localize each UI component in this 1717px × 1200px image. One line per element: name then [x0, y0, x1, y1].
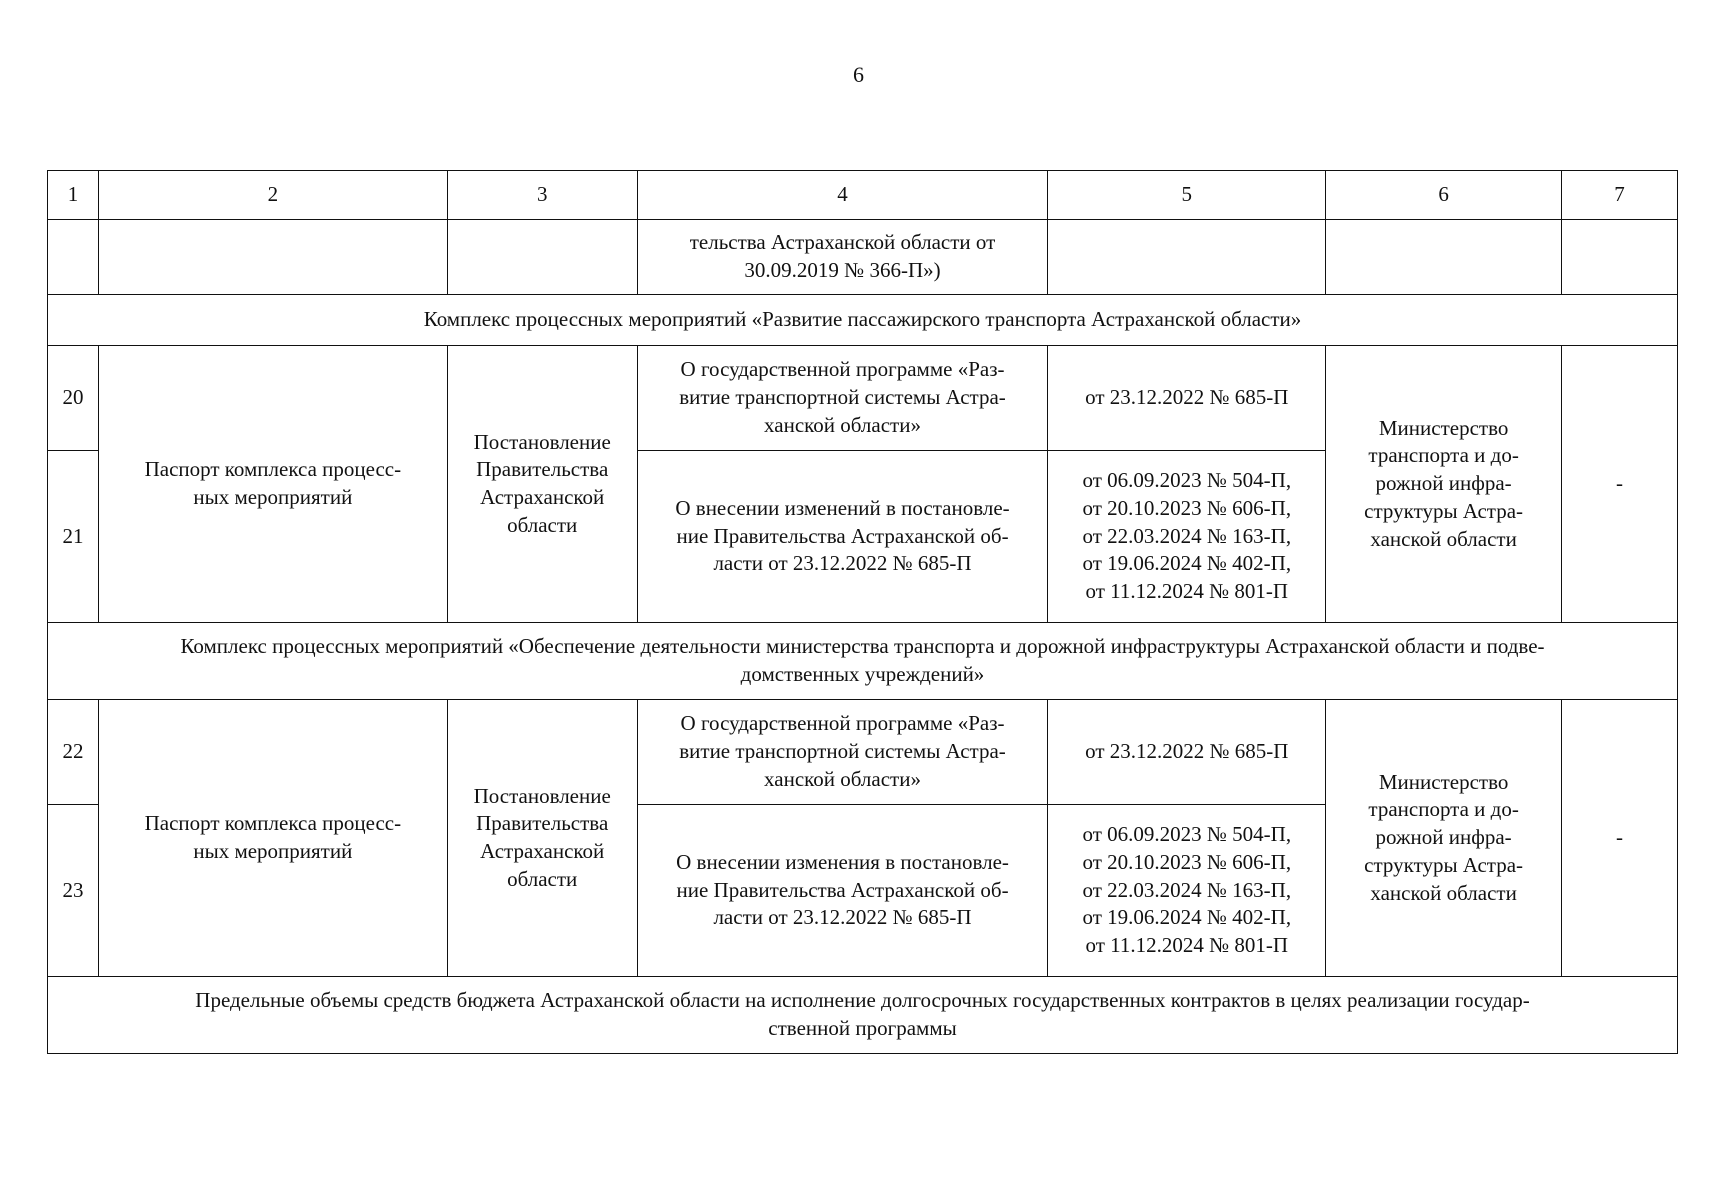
text-line: О внесении изменений в постановле-: [675, 495, 1010, 520]
text-line: О внесении изменения в постановле-: [676, 849, 1009, 874]
header-cell: 4: [637, 171, 1048, 220]
empty-cell: [1326, 220, 1562, 295]
text-line: от 22.03.2024 № 163-П,: [1082, 523, 1292, 548]
section-heading-row: [48, 623, 1678, 700]
note-cell: -: [1562, 346, 1678, 623]
text-line: 30.09.2019 № 366-П»): [744, 258, 941, 282]
text-line: от 22.03.2024 № 163-П,: [1082, 877, 1292, 902]
header-cell: 6: [1326, 171, 1562, 220]
text-line: от 20.10.2023 № 606-П,: [1082, 495, 1292, 520]
text-line: ханской области»: [764, 766, 921, 791]
text-line: транспорта и до-: [1368, 443, 1519, 468]
text-line: транспорта и до-: [1368, 797, 1519, 822]
text-line: рожной инфра-: [1375, 825, 1512, 850]
text-line: от 19.06.2024 № 402-П,: [1082, 905, 1292, 930]
text-line: Постановление: [473, 429, 611, 454]
act-name-cell: [637, 700, 1048, 805]
text-line: от 06.09.2023 № 504-П,: [1082, 822, 1292, 847]
table-row: [48, 346, 1678, 451]
text-line: ние Правительства Астраханской об-: [676, 523, 1009, 548]
empty-cell: [1562, 220, 1678, 295]
note-cell: -: [1562, 700, 1678, 977]
text-line: тельства Астраханской области от: [689, 230, 996, 255]
table-row: [48, 700, 1678, 805]
document-cell: [98, 346, 447, 623]
text-line: Постановление: [473, 783, 611, 808]
text-line: О государственной программе «Раз-: [680, 357, 1005, 382]
row-number: 22: [48, 700, 99, 805]
responsible-cell: [1326, 346, 1562, 623]
document-cell: [98, 700, 447, 977]
text-line: от 23.12.2022 № 685-П: [1085, 739, 1289, 764]
text-line: области: [507, 512, 578, 537]
text-line: Министерство: [1378, 769, 1509, 794]
empty-cell: [98, 220, 447, 295]
act-date-cell: [1048, 451, 1326, 623]
act-date-cell: [1048, 805, 1326, 977]
text-line: Комплекс процессных мероприятий «Развитие пассажирского транспорта Астраханской области»: [423, 307, 1302, 332]
text-line: ханской области: [1370, 526, 1517, 551]
text-line: Министерство: [1378, 415, 1509, 440]
page-number: 6: [853, 62, 864, 87]
text-line: Предельные объемы средств бюджета Астраханской области на исполнение долгосрочных государственных контрактов в целях реализации государ-: [195, 988, 1530, 1013]
text-line: О государственной программе «Раз-: [680, 711, 1005, 736]
header-cell: 2: [98, 171, 447, 220]
text-line: Правительства: [476, 457, 609, 482]
empty-cell: [1048, 220, 1326, 295]
text-line: от 06.09.2023 № 504-П,: [1082, 468, 1292, 493]
document-table: [47, 170, 1678, 1054]
text-line: области: [507, 866, 578, 891]
act-type-cell: [447, 700, 637, 977]
text-line: ственной программы: [768, 1016, 957, 1040]
header-cell: 3: [447, 171, 637, 220]
text-line: Правительства: [476, 811, 609, 836]
act-name-cell: [637, 220, 1048, 295]
text-line: ние Правительства Астраханской об-: [676, 877, 1009, 902]
section-title: [48, 295, 1678, 346]
empty-cell: [48, 220, 99, 295]
act-date-cell: [1048, 700, 1326, 805]
row-number: 23: [48, 805, 99, 977]
responsible-cell: [1326, 700, 1562, 977]
header-cell: 1: [48, 171, 99, 220]
header-cell: 5: [1048, 171, 1326, 220]
act-date-cell: [1048, 346, 1326, 451]
text-line: от 11.12.2024 № 801-П: [1085, 933, 1289, 958]
text-line: от 19.06.2024 № 402-П,: [1082, 551, 1292, 576]
section-title: [48, 623, 1678, 700]
section-title: [48, 977, 1678, 1054]
text-line: ласти от 23.12.2022 № 685-П: [713, 551, 972, 576]
row-number: 20: [48, 346, 99, 451]
act-name-cell: [637, 805, 1048, 977]
text-line: Астраханской: [480, 485, 605, 509]
header-row: [48, 171, 1678, 220]
section-heading-row: [48, 977, 1678, 1054]
text-line: витие транспортной системы Астра-: [679, 739, 1006, 764]
text-line: витие транспортной системы Астра-: [679, 385, 1006, 410]
text-line: от 23.12.2022 № 685-П: [1085, 385, 1289, 410]
text-line: ханской области: [1370, 880, 1517, 905]
section-heading-row: [48, 295, 1678, 346]
text-line: от 11.12.2024 № 801-П: [1085, 579, 1289, 604]
row-number: 21: [48, 451, 99, 623]
text-line: Комплекс процессных мероприятий «Обеспечение деятельности министерства транспорта и дорожной инфраструктуры Астраханской области и подве-: [180, 634, 1545, 659]
text-line: ханской области»: [764, 412, 921, 437]
empty-cell: [447, 220, 637, 295]
text-line: ласти от 23.12.2022 № 685-П: [713, 905, 972, 930]
text-line: структуры Астра-: [1364, 852, 1524, 877]
text-line: рожной инфра-: [1375, 471, 1512, 496]
act-name-cell: [637, 451, 1048, 623]
text-line: ных мероприятий: [193, 839, 353, 863]
header-cell: 7: [1562, 171, 1678, 220]
text-line: Астраханской: [480, 839, 605, 863]
text-line: Паспорт комплекса процесс-: [144, 457, 402, 482]
text-line: домственных учреждений»: [740, 662, 985, 686]
continuation-row: [48, 220, 1678, 295]
text-line: Паспорт комплекса процесс-: [144, 811, 402, 836]
text-line: структуры Астра-: [1364, 498, 1524, 523]
act-type-cell: [447, 346, 637, 623]
text-line: от 20.10.2023 № 606-П,: [1082, 849, 1292, 874]
act-name-cell: [637, 346, 1048, 451]
text-line: ных мероприятий: [193, 485, 353, 509]
